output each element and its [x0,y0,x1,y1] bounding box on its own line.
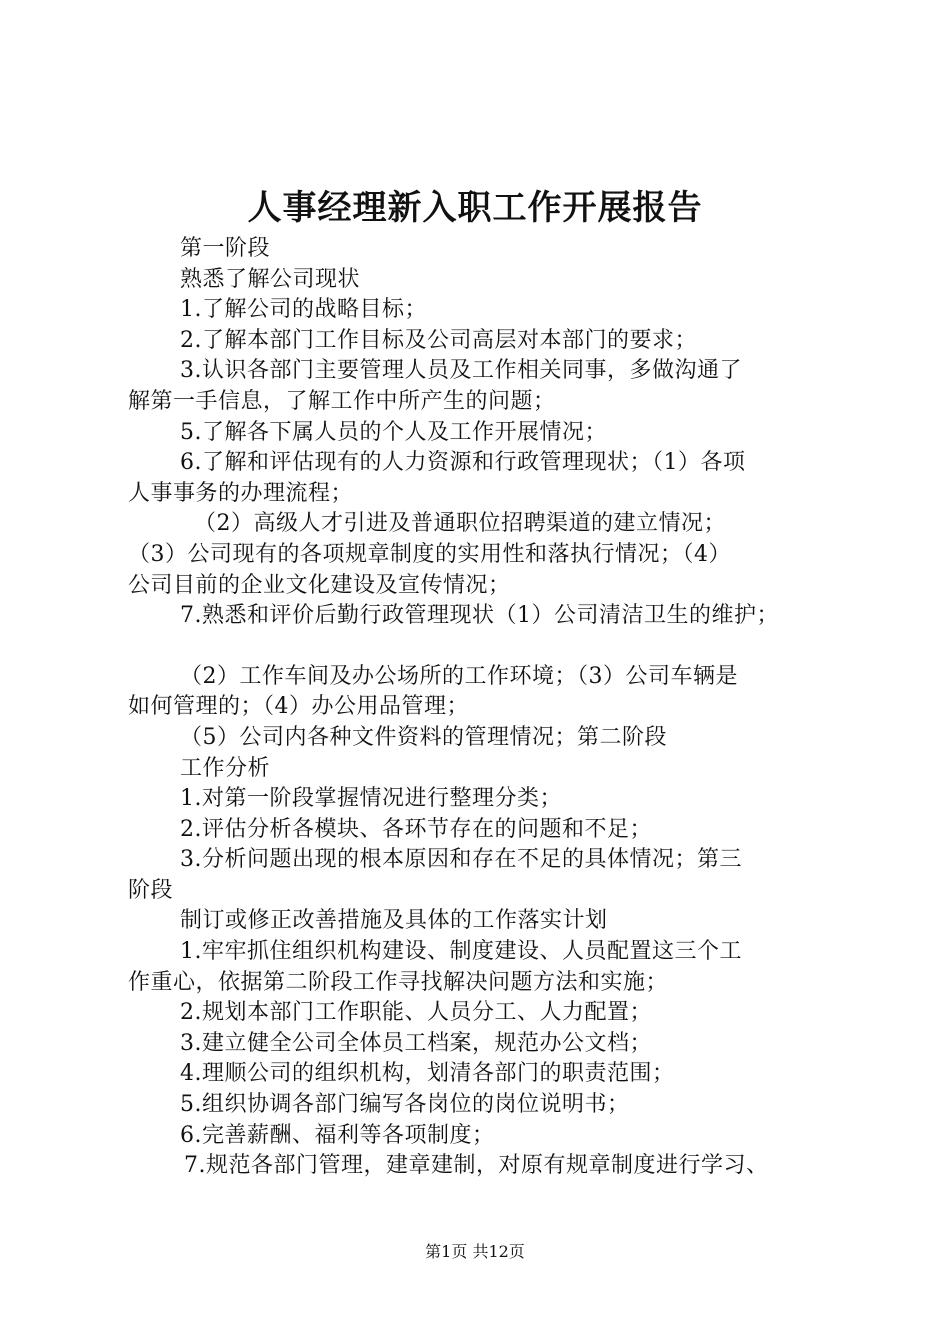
paragraph-line: 5.了解各下属人员的个人及工作开展情况； [180,419,607,445]
document-body [128,234,834,1182]
paragraph-line: 2.规划本部门工作职能、人员分工、人力配置； [180,1000,652,1026]
paragraph-line: 5.组织协调各部门编写各岗位的岗位说明书； [180,1092,630,1118]
paragraph-line: （5）公司内各种文件资料的管理情况；第二阶段 [180,724,667,750]
paragraph-line: 熟悉了解公司现状 [180,266,361,292]
paragraph-line [128,632,834,662]
page-footer: 第1页 共12页 [425,1242,525,1261]
paragraph-line: （2）工作车间及办公场所的工作环境；（3）公司车辆是 [180,663,738,689]
paragraph-line: 工作分析 [180,755,271,781]
document-title: 人事经理新入职工作开展报告 [247,188,703,228]
paragraph-line: 1.牢牢抓住组织机构建设、制度建设、人员配置这三个工 [180,939,742,965]
paragraph-line: 解第一手信息，了解工作中所产生的问题； [128,388,556,414]
paragraph-line: 1.了解公司的战略目标； [180,297,427,323]
paragraph-line: （2）高级人才引进及普通职位招聘渠道的建立情况； [194,511,726,537]
paragraph-line: 6.了解和评估现有的人力资源和行政管理现状；（1）各项 [180,450,746,476]
paragraph-line: 作重心，依据第二阶段工作寻找解决问题方法和实施； [128,969,669,995]
paragraph-line: 阶段 [128,877,174,903]
paragraph-line: 第一阶段 [180,236,271,261]
paragraph-line: 如何管理的；（4）办公用品管理； [128,694,469,720]
paragraph-line: 1.对第一阶段掌握情况进行整理分类； [180,786,562,812]
paragraph-line: 2.了解本部门工作目标及公司高层对本部门的要求； [180,327,697,353]
paragraph-line: 3.分析问题出现的根本原因和存在不足的具体情况；第三 [180,847,742,873]
paragraph-line: 6.完善薪酬、福利等各项制度； [180,1122,495,1148]
paragraph-line: 3.建立健全公司全体员工档案，规范办公文档； [180,1030,652,1056]
paragraph-line: 制订或修正改善措施及具体的工作落实计划 [180,908,608,934]
paragraph-line: 7.熟悉和评价后勤行政管理现状（1）公司清洁卫生的维护； [180,603,779,629]
paragraph-line: 2.评估分析各模块、各环节存在的问题和不足； [180,816,652,842]
paragraph-line: 人事事务的办理流程； [128,480,354,506]
paragraph-line: 7.规范各部门管理，建章建制，对原有规章制度进行学习、 [184,1153,769,1179]
paragraph-line: 3.认识各部门主要管理人员及工作相关同事，多做沟通了 [180,358,742,384]
paragraph-line: 4.理顺公司的组织机构，划清各部门的职责范围； [180,1061,675,1087]
paragraph-line: 公司目前的企业文化建设及宣传情况； [128,572,511,598]
paragraph-line: （3）公司现有的各项规章制度的实用性和落执行情况；（4） [128,541,731,567]
